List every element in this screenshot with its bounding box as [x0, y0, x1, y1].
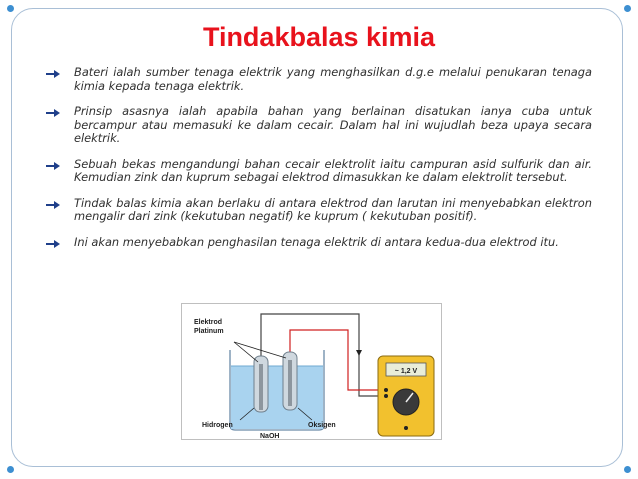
corner-dot-bottom-left [7, 466, 14, 473]
arrow-bullet-icon [46, 109, 60, 117]
slide-title: Tindakbalas kimia [202, 22, 436, 52]
bullet-text: Tindak balas kimia akan berlaku di antara elektrod dan larutan ini menyebabkan elektron mengalir dari zink (kekutuban negatif) ke kuprum ( kekutuban positif). [74, 195, 592, 223]
bullet-text: Ini akan menyebabkan penghasilan tenaga elektrik di antara kedua-dua elektrod itu. [74, 234, 559, 249]
multimeter-port-right [384, 388, 388, 392]
multimeter-port-left [384, 394, 388, 398]
electrode-right [288, 360, 292, 406]
bullet-text: Bateri ialah sumber tenaga elektrik yang menghasilkan d.g.e melalui penukaran tenaga kimia kepada tenaga elektrik. [74, 65, 592, 93]
multimeter-port-bottom [404, 426, 408, 430]
bullet-item [46, 66, 592, 93]
current-arrow-icon [356, 350, 362, 356]
label-naoh: NaOH [260, 433, 280, 440]
bullet-text: Prinsip asasnya ialah apabila bahan yang berlainan disatukan ianya cuba untuk bercampur atau memasuki ke dalam cecair. Dalam hal ini wujudlah beza upaya secara elektrik. [74, 104, 592, 145]
bullet-item [46, 197, 592, 224]
arrow-bullet-icon [46, 201, 60, 209]
electrode-left [259, 364, 263, 410]
electrolyte-liquid [231, 366, 323, 429]
electrolysis-diagram [181, 303, 442, 440]
arrow-bullet-icon [46, 70, 60, 78]
corner-dot-top-right [624, 5, 631, 12]
bullet-item [46, 158, 592, 185]
label-electrode-line1: Elektrod [194, 319, 223, 326]
label-hydrogen: Hidrogen [202, 422, 233, 429]
label-oxygen: Oksigen [308, 422, 336, 429]
bullet-list [46, 66, 592, 261]
meter-reading: ~ 1,2 V [394, 368, 418, 375]
corner-dot-top-left [7, 5, 14, 12]
bullet-item [46, 105, 592, 146]
bullet-item [46, 236, 592, 250]
arrow-bullet-icon [46, 240, 60, 248]
electrolysis-diagram-svg [182, 304, 442, 440]
bullet-text: Sebuah bekas mengandungi bahan cecair elektrolit iaitu campuran asid sulfurik dan air. Kemudian zink dan kuprum sebagai elektrod dimasukkan ke dalam elektrolit tersebut. [74, 156, 592, 184]
arrow-bullet-icon [46, 162, 60, 170]
pointer-electrode-1 [234, 342, 258, 362]
label-electrode-line2: Platinum [194, 328, 224, 335]
corner-dot-bottom-right [624, 466, 631, 473]
